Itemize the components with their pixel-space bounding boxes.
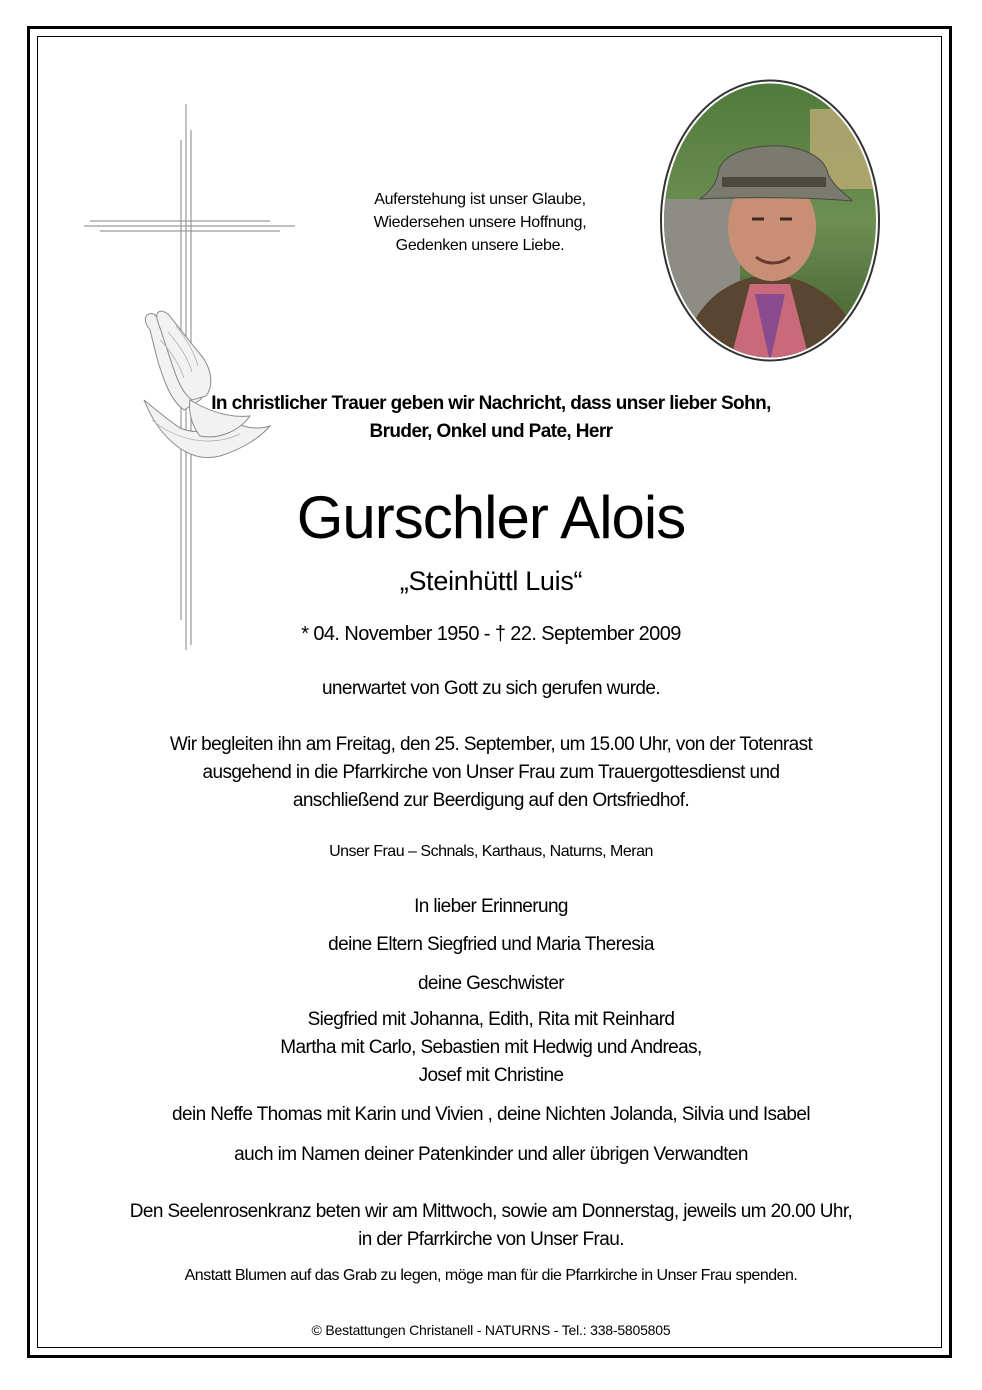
footer-credit: © Bestattungen Christanell - NATURNS - Tel.: 338-5805805 (311, 1322, 671, 1338)
siblings-line: Josef mit Christine (418, 1065, 564, 1086)
siblings-line: Siegfried mit Johanna, Edith, Rita mit Reinhard (307, 1009, 675, 1030)
mourners-heading: In lieber Erinnerung (414, 896, 568, 917)
called-line: unerwartet von Gott zu sich gerufen wurde. (321, 678, 661, 699)
funeral-line: anschließend zur Beerdigung auf den Ortsfriedhof. (292, 790, 690, 811)
funeral-line: Wir begleiten ihn am Freitag, den 25. September, um 15.00 Uhr, von der Totenrast (169, 734, 813, 755)
nephews-line: dein Neffe Thomas mit Karin und Vivien , deine Nichten Jolanda, Silvia und Isabel (172, 1104, 810, 1125)
portrait-photo (660, 79, 880, 362)
verse-line: Gedenken unsere Liebe. (395, 237, 565, 254)
life-dates: * 04. November 1950 - † 22. September 2009 (301, 623, 681, 645)
places-line: Unser Frau – Schnals, Karthaus, Naturns, Meran (329, 843, 653, 860)
verse-block (330, 188, 630, 257)
verse-line: Auferstehung ist unser Glaube, (374, 191, 586, 208)
rosary-line: in der Pfarrkirche von Unser Frau. (358, 1229, 624, 1250)
deceased-nickname: „Steinhüttl Luis“ (399, 566, 583, 596)
deceased-name: Gurschler Alois (296, 484, 686, 551)
rosary-line: Den Seelenrosenkranz beten wir am Mittwoch, sowie am Donnerstag, jeweils um 20.00 Uhr, (129, 1201, 853, 1222)
announcement-line: In christlicher Trauer geben wir Nachricht, dass unser lieber Sohn, (211, 393, 771, 414)
verse-line: Wiedersehen unsere Hoffnung, (373, 214, 587, 231)
funeral-line: ausgehend in die Pfarrkirche von Unser Frau zum Trauergottesdienst und (202, 762, 780, 783)
siblings-line: Martha mit Carlo, Sebastien mit Hedwig und Andreas, (280, 1037, 702, 1058)
announcement-line: Bruder, Onkel und Pate, Herr (369, 421, 613, 442)
mourners-parents: deine Eltern Siegfried und Maria Theresia (328, 934, 654, 955)
others-line: auch im Namen deiner Patenkinder und aller übrigen Verwandten (234, 1144, 748, 1165)
mourners-siblings-heading: deine Geschwister (417, 973, 565, 994)
donation-line: Anstatt Blumen auf das Grab zu legen, möge man für die Pfarrkirche in Unser Frau spenden. (184, 1267, 798, 1284)
